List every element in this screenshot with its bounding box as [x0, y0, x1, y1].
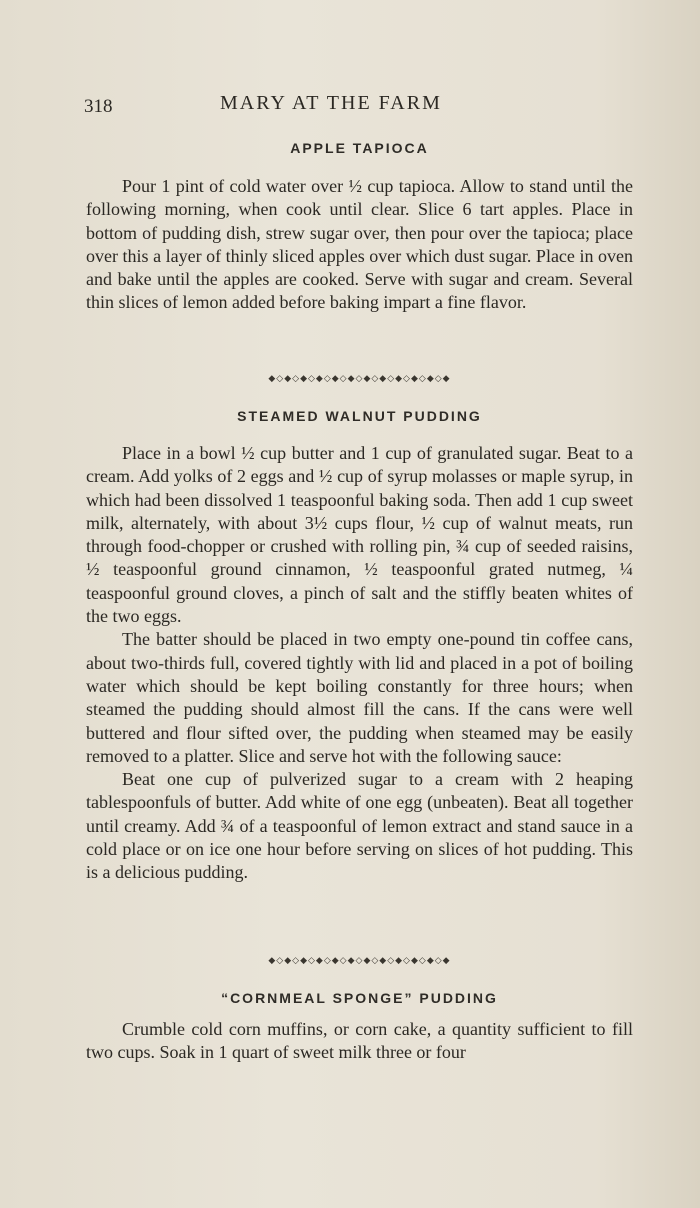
page-number: 318: [84, 96, 113, 117]
recipe-body-steamed-walnut-pudding: [86, 442, 633, 885]
recipe-title-cornmeal-sponge-pudding: “CORNMEAL SPONGE” PUDDING: [221, 990, 498, 1006]
ornamental-divider: ◆◇◆◇◆◇◆◇◆◇◆◇◆◇◆◇◆◇◆◇◆◇◆: [268, 374, 451, 384]
recipe-body-apple-tapioca: [86, 175, 633, 315]
ornamental-divider: ◆◇◆◇◆◇◆◇◆◇◆◇◆◇◆◇◆◇◆◇◆◇◆: [268, 956, 451, 966]
page-header: [84, 90, 634, 120]
paragraph: The batter should be placed in two empty one-pound tin coffee cans, about two-thirds full, covered tightly with lid and placed in a pot of boiling water which should be kept boiling constantly for three hours; when steamed the pudding should almost fill the cans. If the cans were well buttered and flour sifted over, the pudding when steamed may be easily removed to a platter. Slice and serve hot with the following sauce:: [86, 629, 633, 766]
recipe-body-cornmeal-sponge-pudding: [86, 1018, 633, 1065]
paragraph: Crumble cold corn muffins, or corn cake, a quantity sufficient to fill two cups. Soak in 1 quart of sweet milk three or four: [86, 1019, 633, 1063]
paragraph: Place in a bowl ½ cup butter and 1 cup of granulated sugar. Beat to a cream. Add yolks of 2 eggs and ½ cup of syrup molasses or maple syrup, in which had been dissolved 1 teaspoonful baking soda. Then add 1 cup sweet milk, alternately, with about 3½ cups flour, ½ cup of walnut meats, run through food-chopper or crushed with rolling pin, ¾ cup of seeded raisins, ½ teaspoonful ground cinnamon, ½ teaspoonful grated nutmeg, ¼ teaspoonful ground cloves, a pinch of salt and the stiffly beaten whites of the two eggs.: [86, 443, 633, 627]
paragraph: Pour 1 pint of cold water over ½ cup tapioca. Allow to stand until the following morning, when cook until clear. Slice 6 tart apples. Place in bottom of pudding dish, strew sugar over, then pour over the tapioca; place over this a layer of thinly sliced apples over which dust sugar. Place in oven and bake until the apples are cooked. Serve with sugar and cream. Several thin slices of lemon added before baking impart a fine flavor.: [86, 176, 633, 313]
recipe-title-apple-tapioca: APPLE TAPIOCA: [290, 140, 429, 156]
recipe-title-steamed-walnut-pudding: STEAMED WALNUT PUDDING: [237, 408, 482, 424]
running-title: MARY AT THE FARM: [220, 92, 442, 114]
paragraph: Beat one cup of pulverized sugar to a cream with 2 heaping tablespoonfuls of butter. Add white of one egg (unbeaten). Beat all together until creamy. Add ¾ of a teaspoonful of lemon extract and stand sauce in a cold place or on ice one hour before serving on slices of hot pudding. This is a delicious pudding.: [86, 769, 633, 883]
